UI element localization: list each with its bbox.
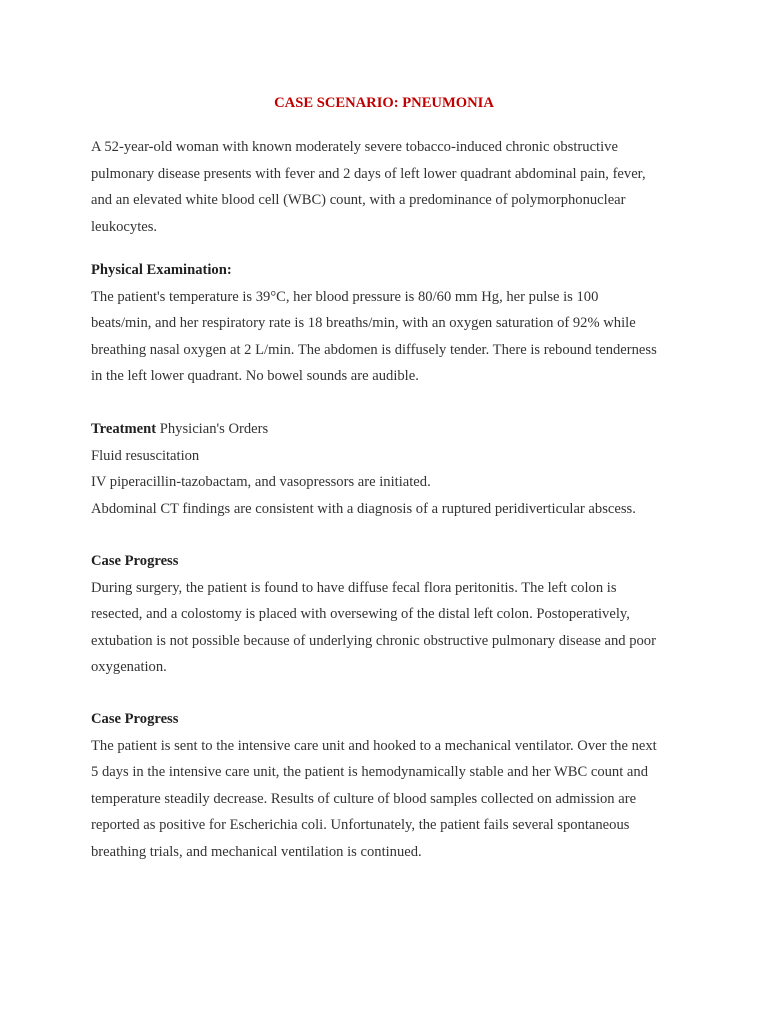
case-progress-line: breathing trials, and mechanical ventilation is continued.: [91, 843, 422, 860]
intro-line: and an elevated white blood cell (WBC) count, with a predominance of polymorphonuclear: [91, 192, 626, 208]
intro-line: A 52-year-old woman with known moderately severe tobacco-induced chronic obstructive: [91, 139, 618, 155]
intro-line: pulmonary disease presents with fever and 2 days of left lower quadrant abdominal pain, fever,: [91, 165, 646, 182]
physical-exam-line: beats/min, and her respiratory rate is 18 breaths/min, with an oxygen saturation of 92% while: [91, 315, 636, 331]
treatment-heading-suffix: Physician's Orders: [156, 421, 269, 437]
case-progress-line: The patient is sent to the intensive care unit and hooked to a mechanical ventilator. Over the next: [91, 737, 657, 754]
case-progress-heading: Case Progress: [91, 711, 179, 727]
treatment-line: Abdominal CT findings are consistent with a diagnosis of a ruptured peridiverticular abscess.: [91, 500, 636, 517]
case-progress-line: reported as positive for Escherichia coli. Unfortunately, the patient fails several spontaneous: [91, 817, 630, 833]
physical-exam-heading: Physical Examination:: [91, 262, 232, 278]
treatment-line: Fluid resuscitation: [91, 447, 200, 464]
case-progress-line: temperature steadily decrease. Results of culture of blood samples collected on admission are: [91, 790, 637, 807]
treatment-section: [91, 416, 681, 522]
treatment-line: IV piperacillin-tazobactam, and vasopressors are initiated.: [91, 474, 431, 490]
intro-paragraph: [91, 134, 681, 240]
physical-exam-line: breathing nasal oxygen at 2 L/min. The abdomen is diffusely tender. There is rebound tenderness: [91, 341, 657, 358]
intro-line: leukocytes.: [91, 218, 158, 235]
treatment-heading: Treatment: [91, 421, 157, 437]
treatment-heading-row: [91, 416, 681, 443]
case-progress-line: resected, and a colostomy is placed with oversewing of the distal left colon. Postoperatively,: [91, 606, 630, 622]
physical-exam-line: The patient's temperature is 39°C, her blood pressure is 80/60 mm Hg, her pulse is 100: [91, 288, 599, 305]
case-progress-line: During surgery, the patient is found to have diffuse fecal flora peritonitis. The left colon is: [91, 579, 617, 596]
case-progress-section-1: [91, 548, 681, 681]
document-title: CASE SCENARIO: PNEUMONIA: [274, 95, 494, 111]
case-progress-section-2: [91, 706, 681, 865]
case-progress-line: extubation is not possible because of underlying chronic obstructive pulmonary disease and poor: [91, 632, 656, 649]
physical-exam-section: [91, 257, 681, 390]
case-progress-line: 5 days in the intensive care unit, the patient is hemodynamically stable and her WBC count and: [91, 764, 648, 780]
case-progress-line: oxygenation.: [91, 659, 167, 675]
physical-exam-line: in the left lower quadrant. No bowel sounds are audible.: [91, 368, 419, 384]
case-progress-heading: Case Progress: [91, 553, 179, 569]
